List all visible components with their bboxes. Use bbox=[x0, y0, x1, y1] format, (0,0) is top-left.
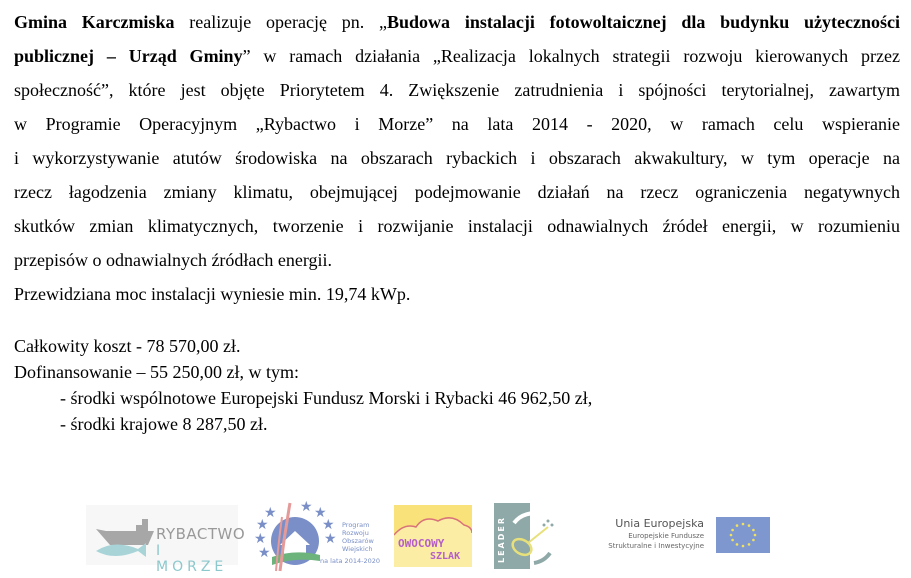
intro-paragraph bbox=[14, 5, 900, 311]
svg-text:★: ★ bbox=[256, 518, 269, 533]
intro-line: publicznej – Urząd Gminy” w ramach działania „Realizacja lokalnych strategii rozwoju kierowanych przez bbox=[14, 46, 900, 66]
leader-label: LEADER bbox=[497, 515, 506, 563]
intro-line: społeczność”, które jest objęte Priorytetem 4. Zwiększenie zatrudnienia i spójności terytorialnej, zawartym bbox=[14, 80, 900, 100]
intro-line: i wykorzystywanie atutów środowiska na obszarach rybackich i obszarach akwakultury, w tym operacje na bbox=[14, 148, 900, 168]
intro-line: Przewidziana moc instalacji wyniesie min. 19,74 kWp. bbox=[14, 284, 411, 304]
logo-leader bbox=[494, 503, 560, 569]
intro-line: Gmina Karczmiska realizuje operację pn. „Budowa instalacji fotowoltaicznej dla budynku użyteczności bbox=[14, 12, 900, 32]
szlak-label: SZLAK bbox=[430, 551, 461, 562]
svg-text:★: ★ bbox=[258, 546, 271, 561]
morze-label: I MORZE bbox=[156, 543, 228, 575]
rybactwo-label: RYBACTWO bbox=[156, 525, 246, 543]
logo-owocowy-szlak bbox=[394, 505, 472, 567]
prow-years: na lata 2014-2020 bbox=[320, 557, 380, 565]
intro-line: skutków zmian klimatycznych, tworzenie i rozwijanie instalacji odnawialnych źródeł energii, w rozumieniu bbox=[14, 216, 900, 236]
total-cost: Całkowity koszt - 78 570,00 zł. bbox=[14, 336, 241, 356]
logo-strip bbox=[0, 495, 911, 573]
cofinancing-item-national: - środki krajowe 8 287,50 zł. bbox=[60, 414, 268, 434]
document-body bbox=[14, 5, 900, 437]
prow-text: Program Rozwoju Obszarów Wiejskich bbox=[342, 521, 374, 553]
svg-text:★: ★ bbox=[314, 506, 327, 521]
eu-subtitle-2: Strukturalne i Inwestycyjne bbox=[608, 542, 704, 550]
owocowy-label: OWOCOWY bbox=[398, 537, 445, 550]
intro-line: przepisów o odnawialnych źródłach energii. bbox=[14, 250, 333, 270]
cofinancing: Dofinansowanie – 55 250,00 zł, w tym: bbox=[14, 362, 299, 382]
svg-text:★: ★ bbox=[300, 500, 313, 515]
svg-text:★: ★ bbox=[254, 532, 267, 547]
eu-subtitle-1: Europejskie Fundusze bbox=[628, 532, 704, 540]
svg-text:★: ★ bbox=[324, 532, 337, 547]
eu-title: Unia Europejska bbox=[615, 517, 704, 530]
cofinancing-item-eu: - środki wspólnotowe Europejski Fundusz Morski i Rybacki 46 962,50 zł, bbox=[60, 388, 593, 408]
logo-prow bbox=[250, 497, 380, 573]
logo-eu-funds bbox=[600, 517, 780, 557]
logo-rybactwo-i-morze bbox=[86, 505, 246, 575]
intro-line: w Programie Operacyjnym „Rybactwo i Morze” na lata 2014 - 2020, w ramach celu wspieranie bbox=[14, 114, 900, 134]
svg-text:★: ★ bbox=[322, 518, 335, 533]
svg-text:★: ★ bbox=[264, 506, 277, 521]
eu-flag-icon bbox=[716, 517, 770, 553]
intro-line: rzecz łagodzenia zmiany klimatu, obejmującej podejmowanie działań na rzecz ograniczenia negatywnych bbox=[14, 182, 900, 202]
